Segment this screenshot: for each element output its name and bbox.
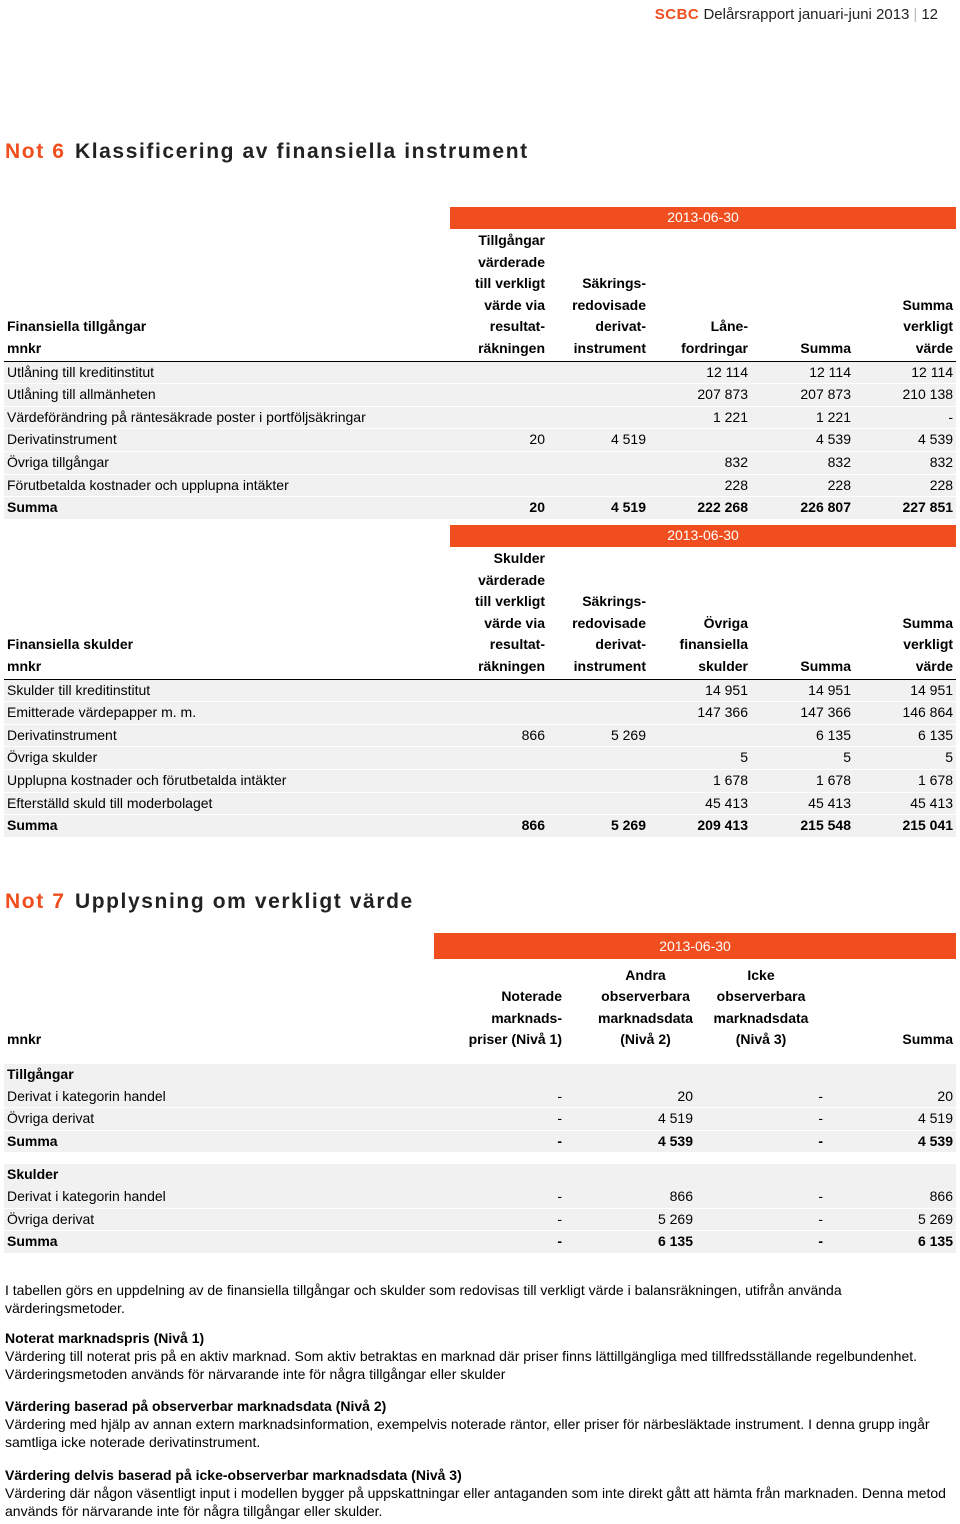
cell-value: 866 — [450, 815, 548, 837]
row-label: Efterställd skuld till moderbolaget — [4, 792, 450, 815]
cell-value: 866 — [826, 1186, 956, 1208]
cell-value: 45 413 — [649, 792, 751, 815]
cell-value: 45 413 — [854, 792, 956, 815]
liabilities-header-title: Finansiella skulder — [7, 636, 134, 653]
liabilities-table — [4, 525, 956, 837]
cell-value — [548, 679, 649, 702]
table-row — [4, 1186, 956, 1208]
row-label: Övriga derivat — [4, 1108, 434, 1131]
cell-value: 14 951 — [854, 679, 956, 702]
page-header — [655, 6, 938, 23]
cell-value: - — [696, 1086, 826, 1108]
section-liabilities — [4, 1164, 956, 1186]
row-label: Summa — [4, 497, 450, 519]
cell-value: 228 — [854, 474, 956, 497]
level3-body: Värdering där någon väsentligt input i modellen bygger på uppskattningar eller antaganden som inte direkt gått att hämta från marknaden. Denna metod används för närvarande inte för några tillgångar eller skulder. — [5, 1485, 946, 1519]
col-header-liab-hedge-derivatives: Säkrings- redovisade derivat- instrument — [548, 547, 649, 680]
row-label: Övriga tillgångar — [4, 451, 450, 474]
col-header-level2: Andra observerbara marknadsdata (Nivå 2) — [598, 966, 693, 1048]
cell-value: 45 413 — [751, 792, 854, 815]
total-row — [4, 497, 956, 519]
cell-value: 832 — [649, 451, 751, 474]
cell-value — [450, 406, 548, 429]
cell-value — [548, 406, 649, 429]
note6-number: Not 6 — [5, 140, 66, 163]
col-header-level1: Noterade marknads- priser (Nivå 1) — [468, 988, 562, 1048]
cell-value: - — [434, 1086, 565, 1108]
report-title: Delårsrapport januari-juni 2013 — [703, 6, 910, 23]
cell-value: 4 539 — [854, 429, 956, 452]
spacer-row — [4, 1152, 956, 1164]
cell-value: 5 269 — [565, 1208, 696, 1231]
cell-value: - — [434, 1231, 565, 1253]
brand-logo: SCBC — [654, 6, 700, 23]
cell-value — [548, 361, 649, 384]
level1-section — [5, 1329, 953, 1383]
cell-value: 1 221 — [649, 406, 751, 429]
cell-value: 207 873 — [751, 384, 854, 407]
cell-value: - — [696, 1108, 826, 1131]
col-header-total-fair-value: Summa verkligt värde — [854, 229, 956, 362]
table-row — [4, 747, 956, 770]
cell-value: - — [434, 1130, 565, 1152]
table-row — [4, 679, 956, 702]
page-number: 12 — [921, 6, 938, 23]
row-label: Övriga derivat — [4, 1208, 434, 1231]
level1-body: Värdering till noterat pris på en aktiv marknad. Som aktiv betraktas en marknad där priser finns lättillgängliga med tillfredsställande regelbundenhet. Värderingsmetoden används för närvarande inte för några tillgångar eller skulder — [5, 1348, 918, 1382]
cell-value — [450, 474, 548, 497]
intro-paragraph: I tabellen görs en uppdelning av de finansiella tillgångar och skulder som redovisas till verkligt värde i balansräkningen, utifrån använda värderingsmetoder. — [5, 1282, 842, 1316]
row-label: Upplupna kostnader och förutbetalda intäkter — [4, 769, 450, 792]
row-label: Derivat i kategorin handel — [4, 1186, 434, 1208]
row-label: Utlåning till allmänheten — [4, 384, 450, 407]
cell-value: 4 539 — [565, 1130, 696, 1152]
row-label: Emitterade värdepapper m. m. — [4, 702, 450, 725]
table-row — [4, 1086, 956, 1108]
assets-table — [4, 207, 956, 519]
cell-value: - — [434, 1108, 565, 1131]
cell-value: 6 135 — [565, 1231, 696, 1253]
cell-value: - — [434, 1186, 565, 1208]
note7-title — [5, 890, 414, 914]
cell-value: 832 — [854, 451, 956, 474]
table-row — [4, 769, 956, 792]
level3-section — [5, 1466, 953, 1520]
cell-value: 5 — [649, 747, 751, 770]
table-row — [4, 406, 956, 429]
section-heading: Skulder — [4, 1164, 956, 1186]
row-label: Förutbetalda kostnader och upplupna intäkter — [4, 474, 450, 497]
cell-value — [548, 769, 649, 792]
cell-value: 1 221 — [751, 406, 854, 429]
cell-value: 215 041 — [854, 815, 956, 837]
table-row — [4, 451, 956, 474]
total-row — [4, 815, 956, 837]
cell-value — [450, 747, 548, 770]
col-header-total: Summa — [751, 229, 854, 362]
table-row — [4, 1108, 956, 1131]
cell-value — [450, 792, 548, 815]
level2-heading: Värdering baserad på observerbar marknadsdata (Nivå 2) — [5, 1398, 387, 1414]
col-header-loans-receivables: Låne- fordringar — [649, 229, 751, 362]
col-header-other-liabilities: Övriga finansiella skulder — [649, 547, 751, 680]
section-assets — [4, 1064, 956, 1086]
cell-value — [548, 747, 649, 770]
section-heading: Tillgångar — [4, 1064, 956, 1086]
level2-body: Värdering med hjälp av annan extern marknadsinformation, exempelvis noterade räntor, eller priser för närbesläktade instrument. I denna grupp ingår samtliga icke noterade derivatinstrument. — [5, 1416, 930, 1450]
cell-value: 4 539 — [826, 1130, 956, 1152]
cell-value: 4 519 — [826, 1108, 956, 1131]
cell-value: 1 678 — [649, 769, 751, 792]
cell-value: 832 — [751, 451, 854, 474]
col-header-fair-value-through-pl: Tillgångar värderade till verkligt värde via resultat- räkningen — [450, 229, 548, 362]
table-row — [4, 361, 956, 384]
cell-value: 6 135 — [854, 724, 956, 747]
cell-value: 210 138 — [854, 384, 956, 407]
cell-value: 209 413 — [649, 815, 751, 837]
cell-value: 4 519 — [548, 497, 649, 519]
fv-header-unit: mnkr — [7, 1031, 42, 1048]
cell-value: 5 — [854, 747, 956, 770]
cell-value: 20 — [450, 497, 548, 519]
col-header-hedge-derivatives: Säkrings- redovisade derivat- instrument — [548, 229, 649, 362]
cell-value — [548, 451, 649, 474]
cell-value — [450, 679, 548, 702]
cell-value: 14 951 — [751, 679, 854, 702]
cell-value: - — [696, 1231, 826, 1253]
cell-value: 207 873 — [649, 384, 751, 407]
cell-value: - — [696, 1186, 826, 1208]
note6-heading: Klassificering av finansiella instrument — [74, 140, 529, 163]
total-row — [4, 1130, 956, 1152]
header-divider: | — [913, 6, 918, 23]
row-label: Summa — [4, 1130, 434, 1152]
col-header-liab-fair-value-through-pl: Skulder värderade till verkligt värde via resultat- räkningen — [450, 547, 548, 680]
cell-value: - — [696, 1208, 826, 1231]
cell-value: 5 269 — [548, 724, 649, 747]
table-row — [4, 724, 956, 747]
table-row — [4, 792, 956, 815]
cell-value: 1 678 — [751, 769, 854, 792]
cell-value — [450, 769, 548, 792]
cell-value — [548, 384, 649, 407]
assets-header-unit: mnkr — [7, 340, 42, 356]
cell-value: 866 — [565, 1186, 696, 1208]
cell-value: 12 114 — [854, 361, 956, 384]
cell-value: 20 — [565, 1086, 696, 1108]
cell-value: - — [696, 1130, 826, 1152]
row-label: Värdeförändring på räntesäkrade poster i portföljsäkringar — [4, 406, 450, 429]
cell-value: 146 864 — [854, 702, 956, 725]
cell-value: 5 269 — [826, 1208, 956, 1231]
cell-value: 147 366 — [751, 702, 854, 725]
cell-value — [548, 792, 649, 815]
level2-section — [5, 1397, 953, 1451]
cell-value: 4 519 — [565, 1108, 696, 1131]
level3-heading: Värdering delvis baserad på icke-observerbar marknadsdata (Nivå 3) — [5, 1467, 462, 1483]
total-row — [4, 1231, 956, 1253]
note7-number: Not 7 — [5, 890, 66, 913]
cell-value: 1 678 — [854, 769, 956, 792]
table-row — [4, 1208, 956, 1231]
cell-value: 6 135 — [826, 1231, 956, 1253]
row-label: Summa — [4, 815, 450, 837]
cell-value: 147 366 — [649, 702, 751, 725]
spacer-row — [4, 1052, 956, 1064]
cell-value: 5 269 — [548, 815, 649, 837]
level1-heading: Noterat marknadspris (Nivå 1) — [5, 1330, 205, 1346]
cell-value: 227 851 — [854, 497, 956, 519]
row-label: Utlåning till kreditinstitut — [4, 361, 450, 384]
table-row — [4, 474, 956, 497]
cell-value: - — [434, 1208, 565, 1231]
cell-value: 222 268 — [649, 497, 751, 519]
liabilities-header-unit: mnkr — [7, 658, 42, 674]
cell-value: 866 — [450, 724, 548, 747]
cell-value — [450, 384, 548, 407]
cell-value: 228 — [649, 474, 751, 497]
cell-value: 4 539 — [751, 429, 854, 452]
row-label: Derivat i kategorin handel — [4, 1086, 434, 1108]
fair-value-table — [4, 933, 956, 1253]
row-label: Övriga skulder — [4, 747, 450, 770]
cell-value — [450, 702, 548, 725]
cell-value: 6 135 — [751, 724, 854, 747]
cell-value: - — [854, 406, 956, 429]
col-header-liab-total-fair-value: Summa verkligt värde — [854, 547, 956, 680]
liabilities-period-band: 2013-06-30 — [450, 525, 956, 547]
table-row — [4, 429, 956, 452]
note7-heading: Upplysning om verkligt värde — [74, 890, 414, 913]
assets-header-label — [4, 229, 450, 362]
cell-value — [548, 474, 649, 497]
col-header-liab-total: Summa — [751, 547, 854, 680]
fv-period-band: 2013-06-30 — [434, 933, 956, 959]
cell-value — [450, 361, 548, 384]
col-header-fv-total: Summa — [902, 1031, 953, 1048]
cell-value: 4 519 — [548, 429, 649, 452]
cell-value: 5 — [751, 747, 854, 770]
row-label: Derivatinstrument — [4, 429, 450, 452]
liabilities-header-label — [4, 547, 450, 680]
cell-value — [649, 724, 751, 747]
cell-value — [548, 702, 649, 725]
cell-value — [649, 429, 751, 452]
cell-value: 226 807 — [751, 497, 854, 519]
cell-value: 228 — [751, 474, 854, 497]
row-label: Skulder till kreditinstitut — [4, 679, 450, 702]
row-label: Summa — [4, 1231, 434, 1253]
assets-header-title: Finansiella tillgångar — [7, 318, 147, 335]
col-header-level3: Icke observerbara marknadsdata (Nivå 3) — [713, 966, 809, 1048]
note6-title — [5, 140, 529, 164]
cell-value: 12 114 — [649, 361, 751, 384]
cell-value: 20 — [826, 1086, 956, 1108]
cell-value — [450, 451, 548, 474]
table-row — [4, 384, 956, 407]
cell-value: 14 951 — [649, 679, 751, 702]
cell-value: 20 — [450, 429, 548, 452]
cell-value: 215 548 — [751, 815, 854, 837]
table-row — [4, 702, 956, 725]
assets-period-band: 2013-06-30 — [450, 207, 956, 229]
cell-value: 12 114 — [751, 361, 854, 384]
row-label: Derivatinstrument — [4, 724, 450, 747]
